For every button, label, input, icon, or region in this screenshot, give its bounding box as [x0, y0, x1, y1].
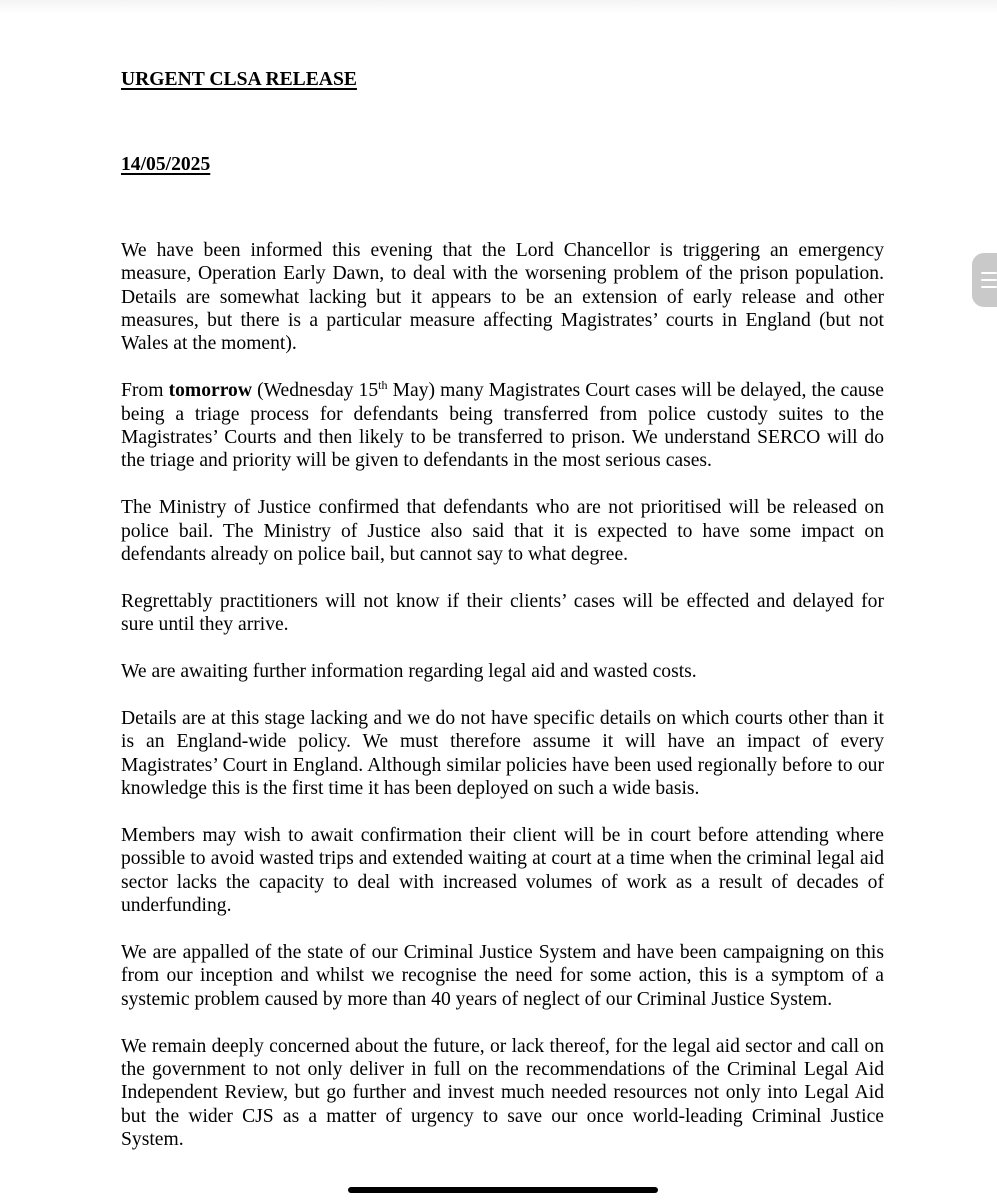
paragraph-8: We are appalled of the state of our Criminal Justice System and have been campaigning on this from our inception and whilst we recognise the need for some action, this is a symptom of a systemic problem caused by more than 40 years of neglect of our Criminal Justice System. [121, 941, 884, 1010]
paragraph-2-prefix: From [121, 380, 169, 402]
document-page [121, 66, 884, 1175]
paragraph-5: We are awaiting further information regarding legal aid and wasted costs. [121, 661, 697, 683]
paragraph-2-superscript: th [378, 378, 388, 393]
paragraph-2 [121, 379, 884, 473]
top-edge-shadow [0, 0, 997, 14]
paragraph-2-middle: (Wednesday 15 [252, 380, 379, 402]
handle-grip-icon [981, 286, 997, 288]
side-panel-handle[interactable] [972, 253, 997, 307]
document-body [121, 239, 884, 1152]
paragraph-7: Members may wish to await confirmation their client will be in court before attending where possible to avoid wasted trips and extended waiting at court at a time when the criminal legal aid sector lacks the capacity to deal with increased volumes of work as a result of decades of underfunding. [121, 824, 884, 917]
paragraph-1: We have been informed this evening that the Lord Chancellor is triggering an emergency measure, Operation Early Dawn, to deal with the worsening problem of the prison population. Details are somewhat lacking but it appears to be an extension of early release and other measures, but there is a particular measure affecting Magistrates’ courts in England (but not Wales at the moment). [121, 239, 884, 355]
paragraph-9: We remain deeply concerned about the future, or lack thereof, for the legal aid sector and call on the government to not only deliver in full on the recommendations of the Criminal Legal Aid Independent Review, but go further and invest much needed resources not only into Legal Aid but the wider CJS as a matter of urgency to save our once world-leading Criminal Justice System. [121, 1035, 884, 1151]
document-title: URGENT CLSA RELEASE [121, 69, 357, 90]
paragraph-2-bold: tomorrow [168, 380, 252, 402]
handle-grip-icon [981, 279, 997, 281]
paragraph-4: Regrettably practitioners will not know if their clients’ cases will be effected and delayed for sure until they arrive. [121, 590, 884, 636]
home-indicator[interactable] [348, 1187, 658, 1193]
paragraph-6: Details are at this stage lacking and we do not have specific details on which courts other than it is an England-wide policy. We must therefore assume it will have an impact of every Magistrates’ Court in England. Although similar policies have been used regionally before to our knowledge this is the first time it has been deployed on such a wide basis. [121, 707, 884, 800]
paragraph-2-rest: May) many Magistrates Court cases will be delayed, the cause being a triage process for defendants being transferred from police custody suites to the Magistrates’ Courts and then likely to be transferred to prison. We understand SERCO will do the triage and priority will be given to defendants in the most serious cases. [121, 380, 885, 472]
handle-grip-icon [981, 272, 997, 274]
paragraph-3: The Ministry of Justice confirmed that defendants who are not prioritised will be released on police bail. The Ministry of Justice also said that it is expected to have some impact on defendants already on police bail, but cannot say to what degree. [121, 497, 884, 566]
document-date: 14/05/2025 [121, 154, 211, 176]
